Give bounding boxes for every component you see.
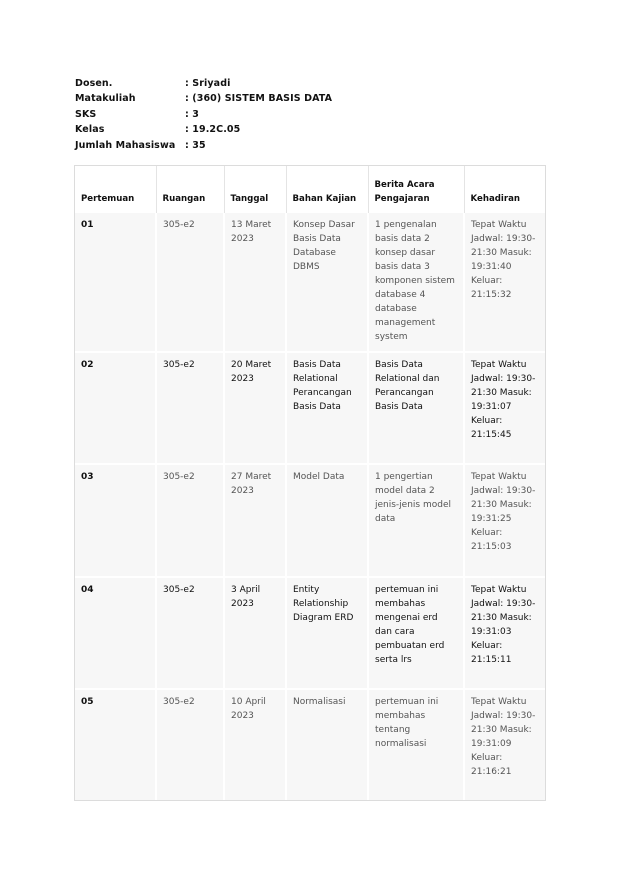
table-row [75, 464, 546, 577]
cell-bahan-kajian: Entity Relationship Diagram ERD [286, 577, 368, 689]
cell-bahan-kajian: Konsep Dasar Basis Data Database DBMS [286, 213, 368, 352]
info-row-kelas [75, 122, 332, 137]
cell-ruangan: 305-e2 [156, 213, 224, 352]
dosen-value: : Sriyadi [185, 78, 231, 89]
cell-pertemuan: 03 [75, 464, 156, 577]
sks-value: : 3 [185, 108, 200, 120]
table-header-row [75, 166, 546, 213]
cell-pertemuan: 05 [75, 689, 156, 802]
header-pertemuan: Pertemuan [75, 166, 156, 213]
kelas-label: Kelas [75, 124, 105, 136]
course-info [75, 76, 332, 153]
cell-berita-acara: pertemuan ini membahas tentang normalisasi [368, 689, 464, 802]
dosen-label: Dosen. [75, 78, 113, 89]
info-row-dosen [75, 76, 332, 91]
cell-kehadiran: Tepat Waktu Jadwal: 19:30-21:30 Masuk: 19:31:03 Keluar: 21:15:11 [464, 577, 546, 689]
cell-berita-acara: 1 pengenalan basis data 2 konsep dasar basis data 3 komponen sistem database 4 database management system [368, 213, 464, 352]
jumlah-label: Jumlah Mahasiswa [75, 139, 176, 151]
header-ruangan: Ruangan [156, 166, 224, 213]
kelas-value: : 19.2C.05 [185, 124, 241, 136]
cell-bahan-kajian: Model Data [286, 464, 368, 577]
cell-pertemuan: 01 [75, 213, 156, 352]
cell-kehadiran: Tepat Waktu Jadwal: 19:30-21:30 Masuk: 19:31:09 Keluar: 21:16:21 [464, 689, 546, 802]
cell-tanggal: 10 April 2023 [224, 689, 286, 802]
jumlah-value: : 35 [185, 139, 206, 151]
table-row [75, 689, 546, 802]
cell-berita-acara: 1 pengertian model data 2 jenis-jenis model data [368, 464, 464, 577]
cell-ruangan: 305-e2 [156, 577, 224, 689]
cell-tanggal: 20 Maret 2023 [224, 352, 286, 464]
cell-bahan-kajian: Basis Data Relational Perancangan Basis Data [286, 352, 368, 464]
cell-berita-acara: pertemuan ini membahas mengenai erd dan cara pembuatan erd serta lrs [368, 577, 464, 689]
cell-bahan-kajian: Normalisasi [286, 689, 368, 802]
cell-ruangan: 305-e2 [156, 689, 224, 802]
table-row [75, 213, 546, 352]
matakuliah-value: : (360) SISTEM BASIS DATA [185, 93, 333, 105]
header-berita-acara: Berita Acara Pengajaran [368, 166, 464, 213]
matakuliah-label: Matakuliah [75, 93, 136, 105]
cell-pertemuan: 02 [75, 352, 156, 464]
info-row-jumlah [75, 138, 332, 153]
attendance-table [75, 166, 547, 803]
cell-tanggal: 13 Maret 2023 [224, 213, 286, 352]
cell-tanggal: 27 Maret 2023 [224, 464, 286, 577]
cell-pertemuan: 04 [75, 577, 156, 689]
cell-tanggal: 3 April 2023 [224, 577, 286, 689]
table-row [75, 352, 546, 464]
header-kehadiran: Kehadiran [464, 166, 546, 213]
header-bahan-kajian: Bahan Kajian [286, 166, 368, 213]
sks-label: SKS [75, 108, 97, 120]
info-row-matakuliah [75, 91, 332, 106]
cell-kehadiran: Tepat Waktu Jadwal: 19:30-21:30 Masuk: 19:31:07 Keluar: 21:15:45 [464, 352, 546, 464]
cell-kehadiran: Tepat Waktu Jadwal: 19:30-21:30 Masuk: 19:31:40 Keluar: 21:15:32 [464, 213, 546, 352]
info-row-sks [75, 107, 332, 122]
header-tanggal: Tanggal [224, 166, 286, 213]
cell-kehadiran: Tepat Waktu Jadwal: 19:30-21:30 Masuk: 19:31:25 Keluar: 21:15:03 [464, 464, 546, 577]
cell-ruangan: 305-e2 [156, 352, 224, 464]
table-row [75, 577, 546, 689]
cell-ruangan: 305-e2 [156, 464, 224, 577]
cell-berita-acara: Basis Data Relational dan Perancangan Basis Data [368, 352, 464, 464]
